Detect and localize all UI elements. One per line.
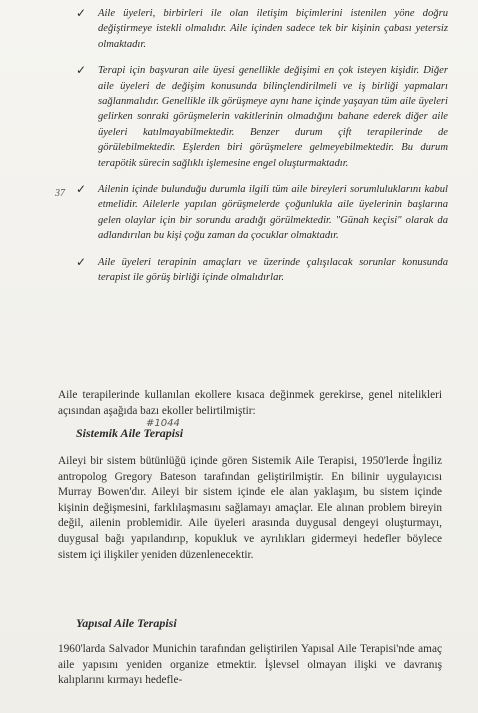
section-paragraph-yapisal: 1960'larda Salvador Munichin tarafından geliştirilen Yapısal Aile Terapisi'nde amaç aile yapısını yeniden organize etmektir. İşlevsel olmayan ilişki ve davranış kalıplarını kırmayı hedefle- <box>58 643 442 687</box>
check-icon: ✓ <box>76 6 87 20</box>
margin-number: 37 <box>55 188 65 199</box>
check-icon: ✓ <box>76 182 87 197</box>
check-icon: ✓ <box>76 254 87 269</box>
list-item <box>76 6 448 52</box>
bullet-text: Aile üyeleri terapinin amaçları ve üzerinde çalışılacak sorunlar konusunda terapist ile görüş birliği içinde olmalıdırlar. <box>98 256 448 284</box>
bullet-text: Ailenin içinde bulunduğu durumla ilgili tüm aile bireyleri sorumluluklarını kabul etmelidir. Ailelerle yapılan görüşmelerde çoğunlukla aile üyelerinin başlarına gelen olaylar için bir sorundu aradığı görülmektedir. "Günah keçisi" olarak da adlandırılan bu kişi çoğu zaman da çocuklar olmaktadır. <box>98 184 448 242</box>
section-paragraph-sistemik: Aileyi bir sistem bütünlüğü içinde gören Sistemik Aile Terapisi, 1950'lerde İngiliz antropolog Gregory Bateson tarafından geliştirilmiştir. En bilinir uygulayıcısı Murray Bowen'dır. Aileyi bir sistem içinde ele alan yaklaşım, bu sistem içinde kişinin değişmesini, farklılaşmasını sağlamayı amaçlar. Ele alınan problem bireyin değil, ailenin problemidir. Aile üyeleri arasında duygusal dengeyi oluşturmayı, duygusal bağı yapılandırıp, kopukluk ve ayrılıkları gidermeyi hedefler böylece sistem içi ilişkiler yeniden düzenlenecektir. <box>58 455 442 561</box>
intro-paragraph: Aile terapilerinde kullanılan ekollere kısaca değinmek gerekirse, genel nitelikleri açısından aşağıda bazı ekoller belirtilmiştir: <box>58 389 442 417</box>
list-item <box>76 182 448 244</box>
bullet-text: Aile üyeleri, birbirleri ile olan iletişim biçimlerini istenilen yöne doğru değiştirmeye istekli olmalıdır. Aile içinden sadece tek bir kişinin çabası yetersiz olmaktadır. <box>98 8 448 50</box>
section-heading-sistemik: Sistemik Aile Terapisi <box>76 426 184 440</box>
list-item <box>76 255 448 286</box>
bullet-list <box>76 6 448 297</box>
handwritten-annotation: #1044 <box>146 418 180 429</box>
bullet-text: Terapi için başvuran aile üyesi genellikle değişimi en çok isteyen kişidir. Diğer aile üyeleri de değişim konusunda bilinçlendirilmeli ve iş birliği yapmaları sağlanmalıdır. Genellikle ilk görüşmeye aynı hane içinde yaşayan tüm aile üyeleri gelirken sonraki görüşmelerin vakitlerinin olmadığını bahane ederek diğer aile üyeleri katılmayabilmektedir. Benzer durum çift terapilerinde de görülebilmektedir. Eşlerden biri görüşmelere gelmeyebilmektedir. Bu durum terapötik sürecin sağlıklı işlemesine engel oluşturmaktadır. <box>98 65 448 169</box>
check-icon: ✓ <box>76 63 87 78</box>
section-heading-yapisal: Yapısal Aile Terapisi <box>76 616 177 630</box>
list-item <box>76 63 448 171</box>
